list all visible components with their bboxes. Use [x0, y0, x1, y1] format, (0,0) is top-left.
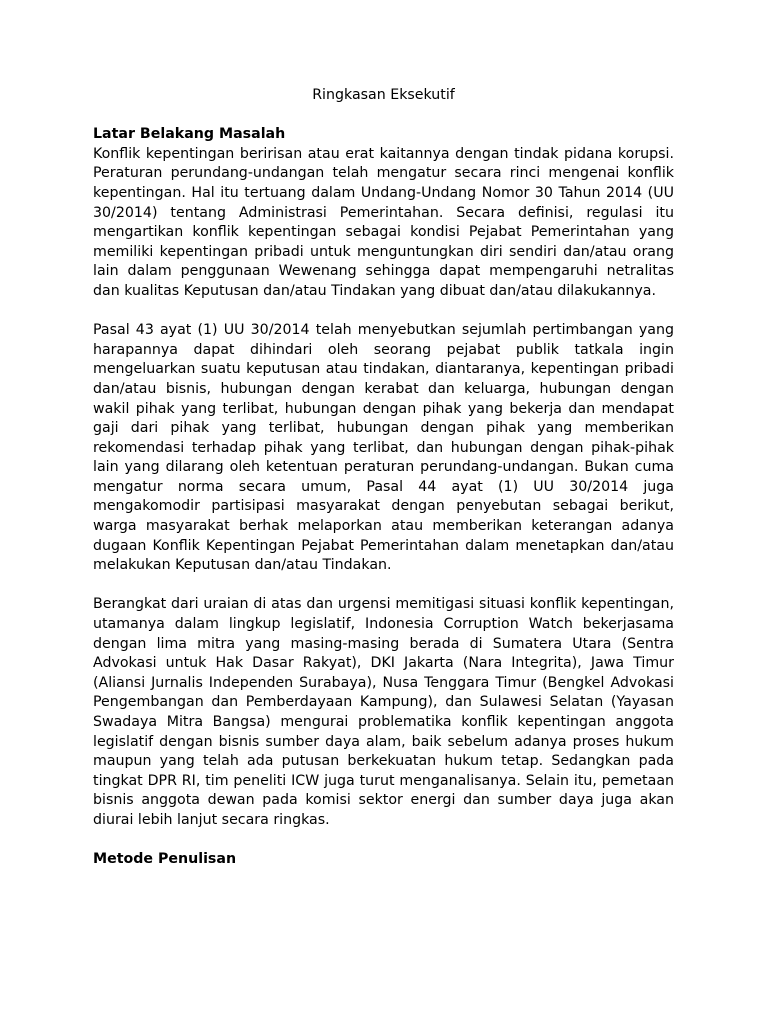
- document-page: [93, 86, 674, 870]
- section-heading-method: Metode Penulisan: [93, 851, 237, 868]
- document-title: Ringkasan Eksekutif: [312, 87, 455, 103]
- paragraph-1: Konflik kepentingan beririsan atau erat kaitannya dengan tindak pidana korupsi. Peraturan perundang-undangan telah mengatur secara rinci mengenai konflik kepentingan. Hal itu tertuang dalam Undang-Undang Nomor 30 Tahun 2014 (UU 30/2014) tentang Administrasi Pemerintahan. Secara definisi, regulasi itu mengartikan konflik kepentingan sebagai kondisi Pejabat Pemerintahan yang memiliki kepentingan pribadi untuk menguntungkan diri sendiri dan/atau orang lain dalam penggunaan Wewenang sehingga dapat mempengaruhi netralitas dan kualitas Keputusan dan/atau Tindakan yang dibuat dan/atau dilakukannya.: [93, 145, 674, 299]
- paragraph-3: Berangkat dari uraian di atas dan urgensi memitigasi situasi konflik kepentingan, utamanya dalam lingkup legislatif, Indonesia Corruption Watch bekerjasama dengan lima mitra yang masing-masing berada di Sumatera Utara (Sentra Advokasi untuk Hak Dasar Rakyat), DKI Jakarta (Nara Integrita), Jawa Timur (Aliansi Jurnalis Independen Surabaya), Nusa Tenggara Timur (Bengkel Advokasi Pengembangan dan Pemberdayaan Kampung), dan Sulawesi Selatan (Yayasan Swadaya Mitra Bangsa) mengurai problematika konflik kepentingan anggota legislatif dengan bisnis sumber daya alam, baik sebelum adanya proses hukum maupun yang telah ada putusan berkekuatan hukum tetap. Sedangkan pada tingkat DPR RI, tim peneliti ICW juga turut menganalisanya. Selain itu, pemetaan bisnis anggota dewan pada komisi sektor energi dan sumber daya juga akan diurai lebih lanjut secara ringkas.: [93, 596, 674, 828]
- section-heading-background: Latar Belakang Masalah: [93, 126, 286, 143]
- paragraph-2: Pasal 43 ayat (1) UU 30/2014 telah menyebutkan sejumlah pertimbangan yang harapannya dapat dihindari oleh seorang pejabat publik tatkala ingin mengeluarkan suatu keputusan atau tindakan, diantaranya, kepentingan pribadi dan/atau bisnis, hubungan dengan kerabat dan keluarga, hubungan dengan wakil pihak yang terlibat, hubungan dengan pihak yang bekerja dan mendapat gaji dari pihak yang terlibat, hubungan dengan pihak yang memberikan rekomendasi terhadap pihak yang terlibat, dan hubungan dengan pihak-pihak lain yang dilarang oleh ketentuan peraturan perundang-undangan. Bukan cuma mengatur norma secara umum, Pasal 44 ayat (1) UU 30/2014 juga mengakomodir partisipasi masyarakat dengan penyebutan sebagai berikut, warga masyarakat berhak melaporkan atau memberikan keterangan adanya dugaan Konflik Kepentingan Pejabat Pemerintahan dalam menetapkan dan/atau melakukan Keputusan dan/atau Tindakan.: [93, 322, 674, 574]
